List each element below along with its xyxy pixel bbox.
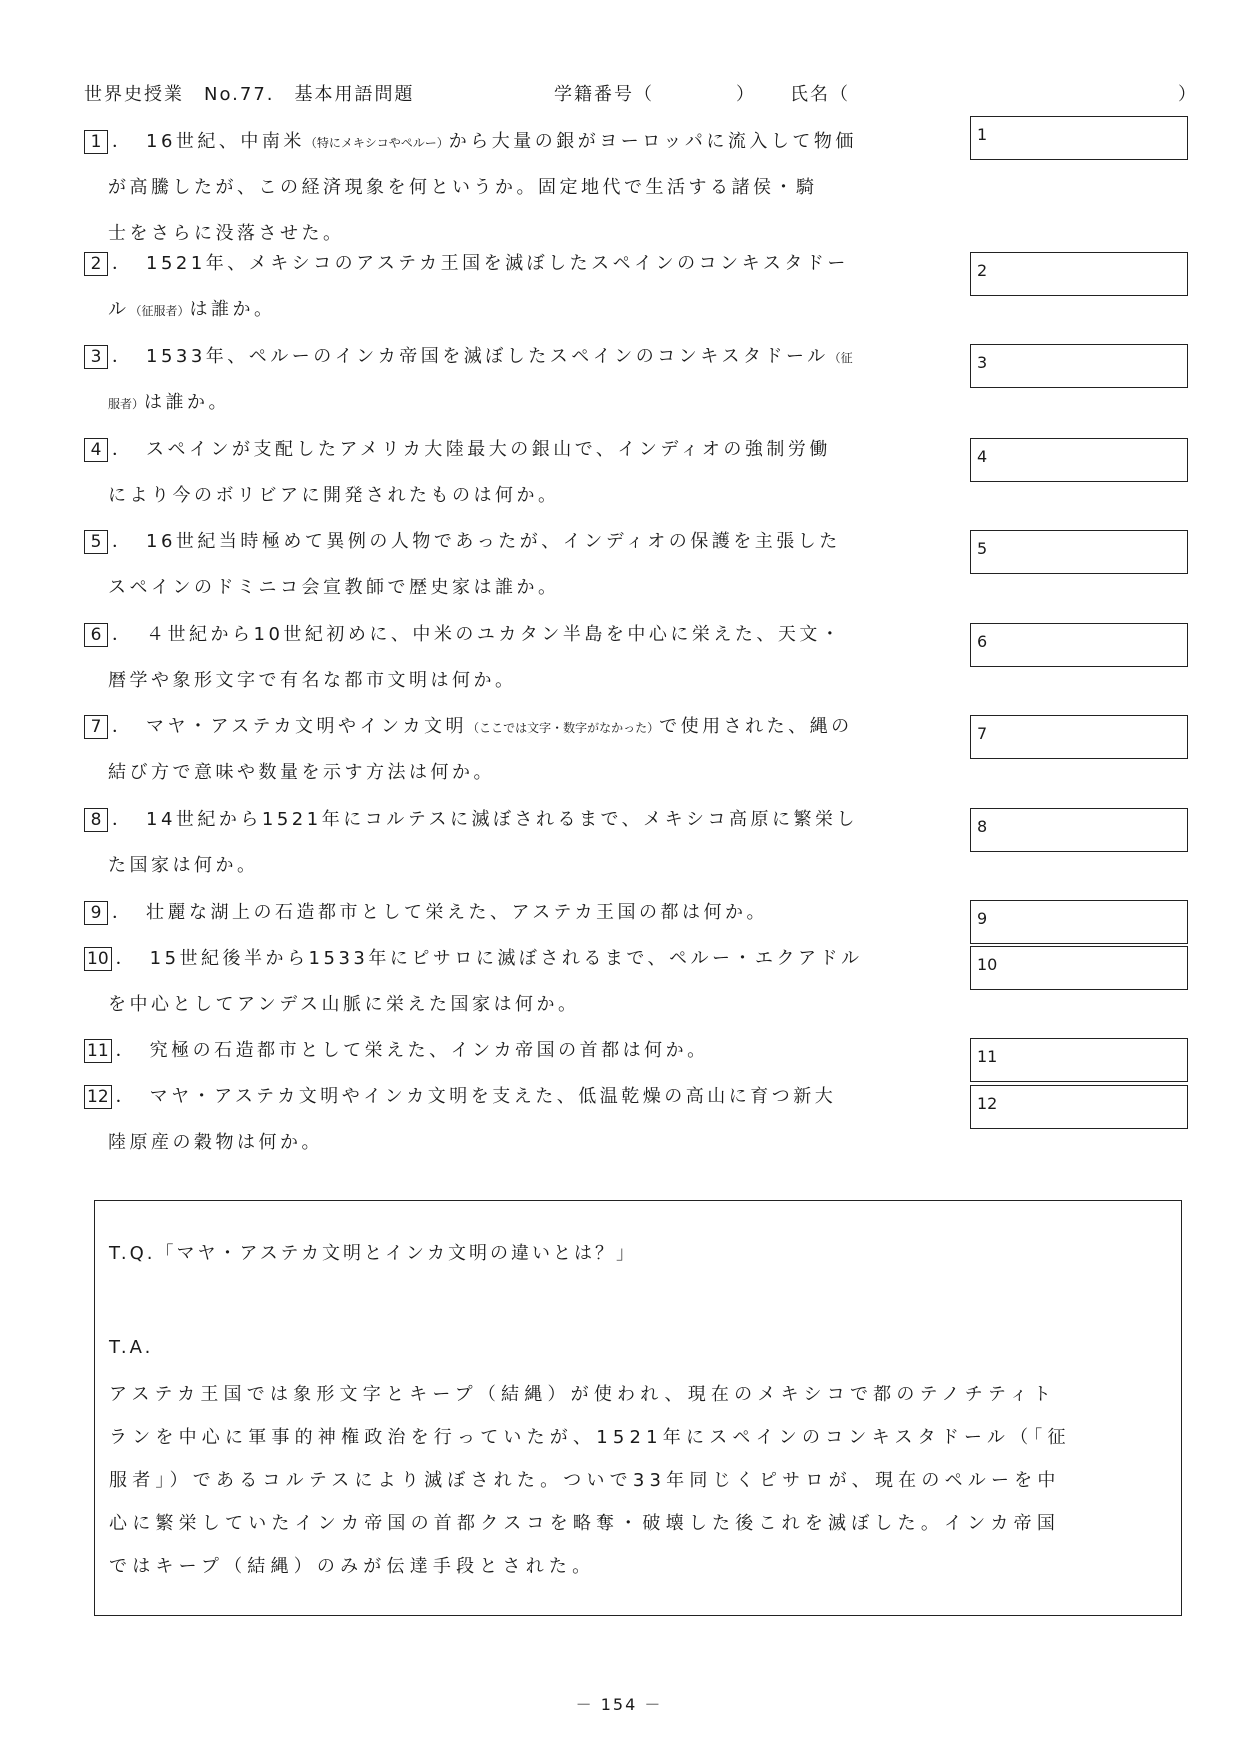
- ta-line: 心に繁栄していたインカ帝国の首都クスコを略奪・破壊した後これを滅ぼした。インカ帝国: [109, 1513, 1061, 1534]
- question-line: [84, 250, 964, 296]
- answer-box-6[interactable]: 6: [970, 623, 1188, 667]
- question-text: 陸原産の穀物は何か。: [108, 1132, 323, 1153]
- question-number: 4: [84, 438, 108, 462]
- question-number: 10: [84, 947, 112, 971]
- question-text: スペインのドミニコ会宣教師で歴史家は誰か。: [108, 577, 560, 598]
- question-line: [84, 945, 964, 991]
- question-text: ． 壮麗な湖上の石造都市として栄えた、アステカ王国の都は何か。: [112, 902, 769, 923]
- question-number: 3: [84, 345, 108, 369]
- answer-box-9[interactable]: 9: [970, 900, 1188, 944]
- question-line: [84, 389, 964, 435]
- question-12: [84, 1083, 964, 1175]
- question-text: ． マヤ・アステカ文明やインカ文明を支えた、低温乾燥の高山に育つ新大: [115, 1086, 837, 1107]
- answer-box-7[interactable]: 7: [970, 715, 1188, 759]
- question-number: 2: [84, 252, 108, 276]
- question-text: ル: [108, 299, 130, 320]
- question-line: [84, 806, 964, 852]
- question-11: [84, 1037, 964, 1083]
- question-text: ． 究極の石造都市として栄えた、インカ帝国の首都は何か。: [115, 1040, 709, 1061]
- answer-box-2[interactable]: 2: [970, 252, 1188, 296]
- question-text: から大量の銀がヨーロッパに流入して物価: [448, 131, 857, 152]
- question-6: [84, 621, 964, 713]
- question-text: により今のボリビアに開発されたものは何か。: [108, 485, 560, 506]
- question-5: [84, 528, 964, 620]
- answer-box-11[interactable]: 11: [970, 1038, 1188, 1082]
- question-number: 6: [84, 623, 108, 647]
- ta-label: T.A.: [109, 1337, 154, 1358]
- question-text: 結び方で意味や数量を示す方法は何か。: [108, 762, 495, 783]
- question-line: [84, 667, 964, 713]
- question-text: が高騰したが、この経済現象を何というか。固定地代で生活する諸侯・騎: [108, 177, 818, 198]
- ta-line: ランを中心に軍事的神権政治を行っていたが、1521年にスペインのコンキスタドール（「征: [109, 1427, 1071, 1448]
- name-label: 氏名（: [790, 84, 850, 105]
- question-4: [84, 436, 964, 528]
- question-number: 12: [84, 1085, 112, 1109]
- question-text: ． スペインが支配したアメリカ大陸最大の銀山で、インディオの強制労働: [112, 439, 831, 460]
- question-line: [84, 991, 964, 1037]
- question-line: [84, 128, 964, 174]
- answer-box-1[interactable]: 1: [970, 116, 1188, 160]
- question-line: [84, 899, 964, 945]
- question-number: 5: [84, 530, 108, 554]
- question-text: ． ４世紀から10世紀初めに、中米のユカタン半島を中心に栄えた、天文・: [112, 624, 843, 645]
- ta-line: 服者」）であるコルテスにより滅ぼされた。ついで33年同じくピサロが、現在のペルーを中: [109, 1470, 1061, 1491]
- question-line: [84, 482, 964, 528]
- question-line: [84, 1129, 964, 1175]
- question-3: [84, 343, 964, 435]
- question-7: [84, 713, 964, 805]
- question-text: で使用された、縄の: [659, 716, 853, 737]
- answer-box-3[interactable]: 3: [970, 344, 1188, 388]
- worksheet-header: [84, 80, 1198, 110]
- ta-body: [109, 1373, 1169, 1588]
- question-number: 9: [84, 901, 108, 925]
- tq-box: [94, 1200, 1182, 1616]
- question-line: [84, 1037, 964, 1083]
- answer-box-4[interactable]: 4: [970, 438, 1188, 482]
- tq-title: T.Q.「マヤ・アステカ文明とインカ文明の違いとは？」: [109, 1243, 638, 1264]
- name-close: ）: [1178, 84, 1198, 105]
- question-text: ． 1533年、ペルーのインカ帝国を滅ぼしたスペインのコンキスタドール: [112, 346, 829, 367]
- question-line: [84, 528, 964, 574]
- question-line: [84, 1083, 964, 1129]
- question-note: （征服者）: [129, 304, 190, 318]
- question-note: （特にメキシコやペルー）: [304, 136, 449, 150]
- student-id-label: 学籍番号（: [554, 84, 654, 105]
- answer-box-12[interactable]: 12: [970, 1085, 1188, 1129]
- question-line: [84, 621, 964, 667]
- question-line: [84, 343, 964, 389]
- page-number: － 154 －: [575, 1695, 663, 1714]
- ta-line: アステカ王国では象形文字とキープ（結縄）が使われ、現在のメキシコで都のテノチティト: [109, 1384, 1057, 1405]
- question-number: 1: [84, 130, 108, 154]
- question-text: ． 16世紀当時極めて異例の人物であったが、インディオの保護を主張した: [112, 531, 841, 552]
- course-title: 世界史授業 No.77. 基本用語問題: [84, 84, 415, 105]
- question-text: ． 16世紀、中南米: [112, 131, 305, 152]
- question-text: を中心としてアンデス山脈に栄えた国家は何か。: [108, 994, 580, 1015]
- question-line: [84, 296, 964, 342]
- question-text: ． 14世紀から1521年にコルテスに滅ぼされるまで、メキシコ高原に繁栄し: [112, 809, 858, 830]
- student-id-close: ）: [736, 84, 756, 105]
- question-number: 7: [84, 715, 108, 739]
- question-line: [84, 852, 964, 898]
- question-note: 服者）: [108, 397, 145, 411]
- question-number: 8: [84, 808, 108, 832]
- question-2: [84, 250, 964, 342]
- question-text: ． マヤ・アステカ文明やインカ文明: [112, 716, 468, 737]
- question-line: [84, 759, 964, 805]
- question-9: [84, 899, 964, 945]
- question-8: [84, 806, 964, 898]
- answer-box-8[interactable]: 8: [970, 808, 1188, 852]
- question-number: 11: [84, 1039, 112, 1063]
- question-text: は誰か。: [144, 392, 231, 413]
- question-text: た国家は何か。: [108, 855, 259, 876]
- question-text: ． 1521年、メキシコのアステカ王国を滅ぼしたスペインのコンキスタドー: [112, 253, 849, 274]
- question-text: 士をさらに没落させた。: [108, 223, 345, 244]
- question-line: [84, 574, 964, 620]
- question-note: （征: [828, 351, 853, 365]
- question-10: [84, 945, 964, 1037]
- answer-box-5[interactable]: 5: [970, 530, 1188, 574]
- question-text: 暦学や象形文字で有名な都市文明は何か。: [108, 670, 517, 691]
- question-line: [84, 174, 964, 220]
- answer-box-10[interactable]: 10: [970, 946, 1188, 990]
- question-line: [84, 713, 964, 759]
- ta-line: ではキープ（結縄）のみが伝達手段とされた。: [109, 1556, 596, 1577]
- question-note: （ここでは文字・数字がなかった）: [467, 721, 660, 735]
- question-text: ． 15世紀後半から1533年にピサロに滅ぼされるまで、ペルー・エクアドル: [115, 948, 863, 969]
- question-line: [84, 436, 964, 482]
- question-1: [84, 128, 964, 266]
- question-text: は誰か。: [189, 299, 276, 320]
